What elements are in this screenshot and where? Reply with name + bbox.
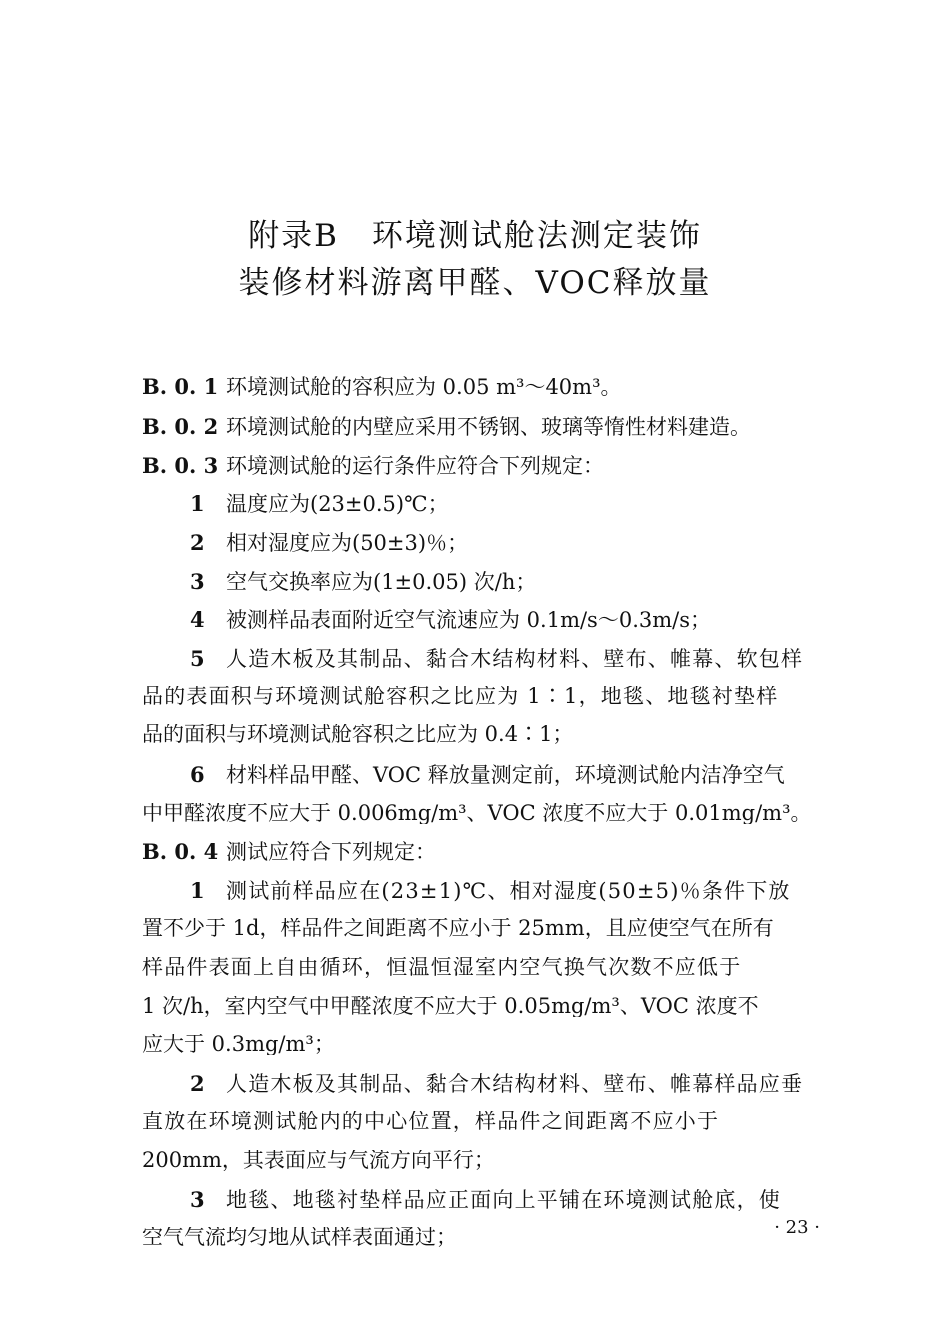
item-number: 2 — [190, 532, 205, 554]
item-number: 5 — [190, 648, 206, 670]
item-number: 3 — [190, 1189, 206, 1211]
clause-text: 环境测试舱的运行条件应符合下列规定： — [226, 455, 604, 477]
list-item — [190, 493, 830, 515]
paragraph-line: 中甲醛浓度不应大于 0.006mg/m³、VOC 浓度不应大于 0.01mg/m³。 — [142, 803, 812, 824]
appendix-title-line-2: 装修材料游离甲醛、VOC释放量 — [238, 265, 712, 301]
list-item — [190, 571, 830, 593]
paragraph-line: 1 次/h，室内空气中甲醛浓度不应大于 0.05mg/m³、VOC 浓度不 — [142, 996, 759, 1017]
paragraph-line: 空气气流均匀地从试样表面通过； — [142, 1227, 457, 1248]
paragraph-line: 品的面积与环境测试舱容积之比应为 0.4∶1； — [142, 724, 574, 745]
item-text: 地毯、地毯衬垫样品应正面向上平铺在环境测试舱底，使 — [226, 1189, 781, 1211]
list-item — [190, 1073, 830, 1095]
item-text: 材料样品甲醛、VOC 释放量测定前，环境测试舱内洁净空气 — [226, 764, 785, 786]
paragraph-line: 置不少于 1d，样品件之间距离不应小于 25mm，且应使空气在所有 — [142, 918, 774, 939]
item-text: 空气交换率应为(1±0.05) 次/h； — [226, 571, 537, 593]
paragraph-line: 品的表面积与环境测试舱容积之比应为 1∶1，地毯、地毯衬垫样 — [142, 686, 779, 707]
list-item — [190, 880, 830, 902]
paragraph-line: 应大于 0.3mg/m³； — [142, 1034, 335, 1055]
list-item — [190, 609, 830, 631]
item-number: 1 — [190, 880, 206, 902]
page-number: · 23 · — [774, 1217, 820, 1238]
item-text: 人造木板及其制品、黏合木结构材料、壁布、帷幕样品应垂 — [226, 1073, 804, 1095]
paragraph-line: 直放在环境测试舱内的中心位置，样品件之间距离不应小于 — [142, 1111, 720, 1132]
item-text: 人造木板及其制品、黏合木结构材料、壁布、帷幕、软包样 — [226, 648, 804, 670]
clause-b01 — [142, 376, 832, 398]
list-item — [190, 532, 830, 554]
clause-label: B. 0. 3 — [142, 455, 219, 477]
item-text: 相对湿度应为(50±3)％； — [226, 532, 469, 554]
item-text: 测试前样品应在(23±1)℃、相对湿度(50±5)％条件下放 — [226, 880, 791, 902]
clause-b02 — [142, 416, 832, 438]
item-text: 被测样品表面附近空气流速应为 0.1m/s～0.3m/s； — [226, 609, 711, 631]
list-item — [190, 1189, 830, 1211]
list-item — [190, 648, 830, 670]
clause-label: B. 0. 2 — [142, 416, 219, 438]
clause-label: B. 0. 1 — [142, 376, 219, 398]
item-text: 温度应为(23±0.5)℃； — [226, 493, 449, 515]
clause-label: B. 0. 4 — [142, 841, 219, 863]
clause-text: 环境测试舱的内壁应采用不锈钢、玻璃等惰性材料建造。 — [226, 416, 751, 438]
list-item — [190, 764, 830, 786]
item-number: 4 — [190, 609, 205, 631]
appendix-title-line-1: 附录B 环境测试舱法测定装饰 — [248, 218, 702, 254]
item-number: 2 — [190, 1073, 206, 1095]
clause-b04 — [142, 841, 832, 863]
paragraph-line: 200mm，其表面应与气流方向平行； — [142, 1150, 495, 1171]
clause-text: 环境测试舱的容积应为 0.05 m³～40m³。 — [226, 376, 622, 398]
item-number: 3 — [190, 571, 205, 593]
clause-text: 测试应符合下列规定： — [226, 841, 436, 863]
clause-b03 — [142, 455, 832, 477]
item-number: 6 — [190, 764, 205, 786]
paragraph-line: 样品件表面上自由循环，恒温恒湿室内空气换气次数不应低于 — [142, 957, 742, 978]
item-number: 1 — [190, 493, 205, 515]
